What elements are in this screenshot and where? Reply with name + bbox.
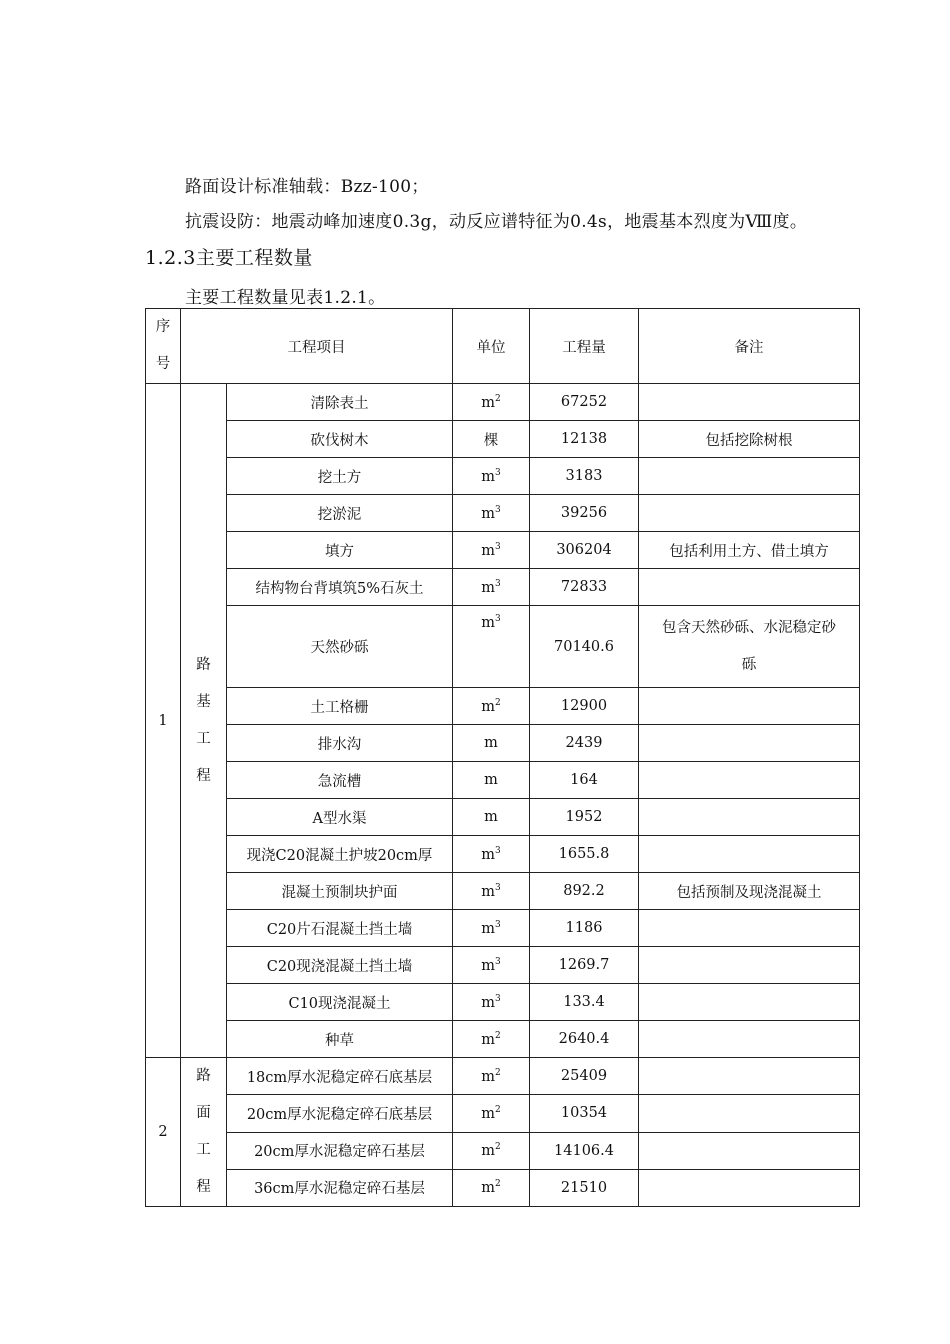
cell-item: 现浇C20混凝土护坡20cm厚 bbox=[227, 836, 453, 873]
cell-unit bbox=[453, 458, 530, 495]
unit-symbol: m bbox=[481, 920, 495, 937]
seismic-paragraph: 抗震设防：地震动峰加速度0.3g，动反应谱特征为0.4s，地震基本烈度为Ⅷ度。 bbox=[185, 212, 808, 232]
remark-line: 砾 bbox=[741, 656, 757, 673]
cell-remark bbox=[639, 495, 860, 532]
section-heading: 1.2.3主要工程数量 bbox=[145, 247, 313, 269]
unit-exponent: 2 bbox=[495, 1104, 501, 1115]
cell-quantity: 72833 bbox=[530, 569, 639, 606]
cell-item: 36cm厚水泥稳定碎石基层 bbox=[227, 1169, 453, 1206]
cell-quantity: 12138 bbox=[530, 421, 639, 458]
unit-symbol: m bbox=[481, 468, 495, 485]
cell-unit bbox=[453, 384, 530, 421]
cell-unit bbox=[453, 1132, 530, 1169]
category-char: 面 bbox=[196, 1105, 211, 1121]
group-seq: 2 bbox=[146, 1058, 181, 1207]
cell-remark bbox=[639, 1169, 860, 1206]
cell-remark: 包括预制及现浇混凝土 bbox=[639, 873, 860, 910]
table-row bbox=[146, 947, 860, 984]
cell-item: 填方 bbox=[227, 532, 453, 569]
cell-remark bbox=[639, 725, 860, 762]
header-unit: 单位 bbox=[453, 309, 530, 384]
category-char: 程 bbox=[196, 767, 211, 784]
cell-item: 种草 bbox=[227, 1021, 453, 1058]
cell-quantity: 1655.8 bbox=[530, 836, 639, 873]
unit-symbol: m bbox=[481, 542, 495, 559]
cell-remark bbox=[639, 762, 860, 799]
cell-quantity: 39256 bbox=[530, 495, 639, 532]
unit-exponent: 3 bbox=[495, 882, 501, 893]
cell-item: 土工格栅 bbox=[227, 688, 453, 725]
table-row bbox=[146, 1095, 860, 1132]
table-row bbox=[146, 495, 860, 532]
cell-quantity: 1952 bbox=[530, 799, 639, 836]
cell-remark bbox=[639, 458, 860, 495]
cell-item: C10现浇混凝土 bbox=[227, 984, 453, 1021]
unit-exponent: 3 bbox=[495, 845, 501, 856]
cell-remark bbox=[639, 1021, 860, 1058]
cell-remark bbox=[639, 688, 860, 725]
unit-symbol: m bbox=[481, 505, 495, 522]
table-row bbox=[146, 984, 860, 1021]
cell-quantity: 1186 bbox=[530, 910, 639, 947]
cell-remark bbox=[639, 569, 860, 606]
unit-exponent: 3 bbox=[495, 919, 501, 930]
cell-item: 排水沟 bbox=[227, 725, 453, 762]
table-row bbox=[146, 1021, 860, 1058]
unit-symbol: m bbox=[481, 698, 495, 715]
cell-remark bbox=[639, 1132, 860, 1169]
unit-exponent: 3 bbox=[495, 578, 501, 589]
unit-exponent: 2 bbox=[495, 1142, 501, 1153]
cell-unit bbox=[453, 799, 530, 836]
cell-remark bbox=[639, 799, 860, 836]
unit-symbol: m bbox=[481, 846, 495, 863]
unit-exponent: 2 bbox=[495, 1030, 501, 1041]
table-row bbox=[146, 910, 860, 947]
cell-unit bbox=[453, 606, 530, 688]
cell-unit bbox=[453, 569, 530, 606]
cell-unit bbox=[453, 532, 530, 569]
cell-remark bbox=[639, 1058, 860, 1095]
cell-quantity: 12900 bbox=[530, 688, 639, 725]
unit-symbol: m bbox=[484, 809, 498, 825]
unit-symbol: m bbox=[484, 735, 498, 751]
unit-symbol: m bbox=[481, 579, 495, 596]
cell-item: 混凝土预制块护面 bbox=[227, 873, 453, 910]
category-char: 基 bbox=[196, 693, 211, 710]
cell-unit bbox=[453, 421, 530, 458]
unit-symbol: m bbox=[481, 883, 495, 900]
cell-unit bbox=[453, 1021, 530, 1058]
unit-symbol: m bbox=[481, 994, 495, 1011]
cell-remark bbox=[639, 836, 860, 873]
table-row bbox=[146, 1132, 860, 1169]
cell-item: C20片石混凝土挡土墙 bbox=[227, 910, 453, 947]
category-char: 工 bbox=[196, 730, 211, 747]
unit-symbol: m bbox=[481, 957, 495, 974]
unit-exponent: 2 bbox=[495, 393, 501, 404]
table-header-row bbox=[146, 309, 860, 384]
unit-exponent: 3 bbox=[495, 614, 501, 624]
category-char: 路 bbox=[196, 1068, 211, 1084]
cell-unit bbox=[453, 984, 530, 1021]
cell-remark bbox=[639, 384, 860, 421]
cell-item: 20cm厚水泥稳定碎石基层 bbox=[227, 1132, 453, 1169]
group-seq: 1 bbox=[146, 384, 181, 1058]
cell-item: 18cm厚水泥稳定碎石底基层 bbox=[227, 1058, 453, 1095]
unit-symbol: m bbox=[481, 1031, 495, 1048]
cell-item: 急流槽 bbox=[227, 762, 453, 799]
table-row bbox=[146, 384, 860, 421]
cell-quantity: 164 bbox=[530, 762, 639, 799]
axle-load-paragraph: 路面设计标准轴载：Bzz-100； bbox=[185, 177, 429, 197]
unit-exponent: 2 bbox=[495, 1067, 501, 1078]
group-category bbox=[181, 1058, 227, 1207]
table-row bbox=[146, 421, 860, 458]
cell-remark: 包括挖除树根 bbox=[639, 421, 860, 458]
unit-symbol: m bbox=[481, 1180, 495, 1197]
header-quantity: 工程量 bbox=[530, 309, 639, 384]
cell-quantity: 2640.4 bbox=[530, 1021, 639, 1058]
cell-unit bbox=[453, 947, 530, 984]
table-row bbox=[146, 606, 860, 688]
cell-quantity: 133.4 bbox=[530, 984, 639, 1021]
unit-exponent: 3 bbox=[495, 993, 501, 1004]
category-char: 路 bbox=[196, 656, 211, 673]
unit-exponent: 3 bbox=[495, 956, 501, 967]
cell-unit bbox=[453, 495, 530, 532]
cell-unit bbox=[453, 688, 530, 725]
unit-symbol: m bbox=[481, 1068, 495, 1085]
table-row bbox=[146, 569, 860, 606]
cell-quantity: 892.2 bbox=[530, 873, 639, 910]
cell-quantity: 67252 bbox=[530, 384, 639, 421]
table-row bbox=[146, 836, 860, 873]
unit-symbol: m bbox=[481, 614, 495, 631]
table-body bbox=[146, 384, 860, 1207]
header-remark: 备注 bbox=[639, 309, 860, 384]
cell-item: 挖淤泥 bbox=[227, 495, 453, 532]
table-row bbox=[146, 1169, 860, 1206]
cell-quantity: 2439 bbox=[530, 725, 639, 762]
cell-remark bbox=[639, 984, 860, 1021]
cell-quantity: 14106.4 bbox=[530, 1132, 639, 1169]
header-seq: 序 号 bbox=[146, 309, 181, 384]
cell-item: 结构物台背填筑5%石灰土 bbox=[227, 569, 453, 606]
table-row bbox=[146, 688, 860, 725]
cell-quantity: 25409 bbox=[530, 1058, 639, 1095]
cell-remark bbox=[639, 910, 860, 947]
table-row bbox=[146, 799, 860, 836]
cell-unit bbox=[453, 762, 530, 799]
cell-remark bbox=[639, 1095, 860, 1132]
cell-item: 天然砂砾 bbox=[227, 606, 453, 688]
table-row bbox=[146, 873, 860, 910]
cell-remark bbox=[639, 947, 860, 984]
table-row bbox=[146, 532, 860, 569]
unit-exponent: 2 bbox=[495, 1179, 501, 1190]
unit-symbol: m bbox=[481, 1105, 495, 1122]
cell-unit bbox=[453, 1058, 530, 1095]
cell-quantity: 3183 bbox=[530, 458, 639, 495]
cell-quantity: 70140.6 bbox=[530, 606, 639, 688]
unit-symbol: m bbox=[481, 1143, 495, 1160]
cell-unit bbox=[453, 836, 530, 873]
cell-item: C20现浇混凝土挡土墙 bbox=[227, 947, 453, 984]
category-char: 程 bbox=[196, 1179, 211, 1195]
cell-remark: 包括利用土方、借土填方 bbox=[639, 532, 860, 569]
quantity-table bbox=[145, 308, 860, 1207]
cell-quantity: 306204 bbox=[530, 532, 639, 569]
cell-quantity: 21510 bbox=[530, 1169, 639, 1206]
table-row bbox=[146, 762, 860, 799]
cell-item: 20cm厚水泥稳定碎石底基层 bbox=[227, 1095, 453, 1132]
cell-item: 挖土方 bbox=[227, 458, 453, 495]
unit-symbol: m bbox=[484, 772, 498, 788]
table-row bbox=[146, 725, 860, 762]
unit-exponent: 3 bbox=[495, 541, 501, 552]
cell-item: 砍伐树木 bbox=[227, 421, 453, 458]
cell-unit bbox=[453, 910, 530, 947]
cell-unit bbox=[453, 873, 530, 910]
table-row bbox=[146, 458, 860, 495]
cell-remark bbox=[639, 606, 860, 688]
unit-exponent: 3 bbox=[495, 467, 501, 478]
cell-item: 清除表土 bbox=[227, 384, 453, 421]
cell-item: A型水渠 bbox=[227, 799, 453, 836]
unit-symbol: 棵 bbox=[483, 432, 499, 449]
group-category bbox=[181, 384, 227, 1058]
cell-quantity: 1269.7 bbox=[530, 947, 639, 984]
unit-symbol: m bbox=[481, 394, 495, 411]
table-row bbox=[146, 1058, 860, 1095]
category-char: 工 bbox=[196, 1142, 211, 1158]
cell-unit bbox=[453, 1095, 530, 1132]
unit-exponent: 2 bbox=[495, 697, 501, 708]
cell-unit bbox=[453, 1169, 530, 1206]
cell-quantity: 10354 bbox=[530, 1095, 639, 1132]
remark-line: 包含天然砂砾、水泥稳定砂 bbox=[662, 619, 836, 636]
table-intro: 主要工程数量见表1.2.1。 bbox=[185, 288, 386, 308]
unit-exponent: 3 bbox=[495, 504, 501, 515]
cell-unit bbox=[453, 725, 530, 762]
header-item: 工程项目 bbox=[181, 309, 453, 384]
